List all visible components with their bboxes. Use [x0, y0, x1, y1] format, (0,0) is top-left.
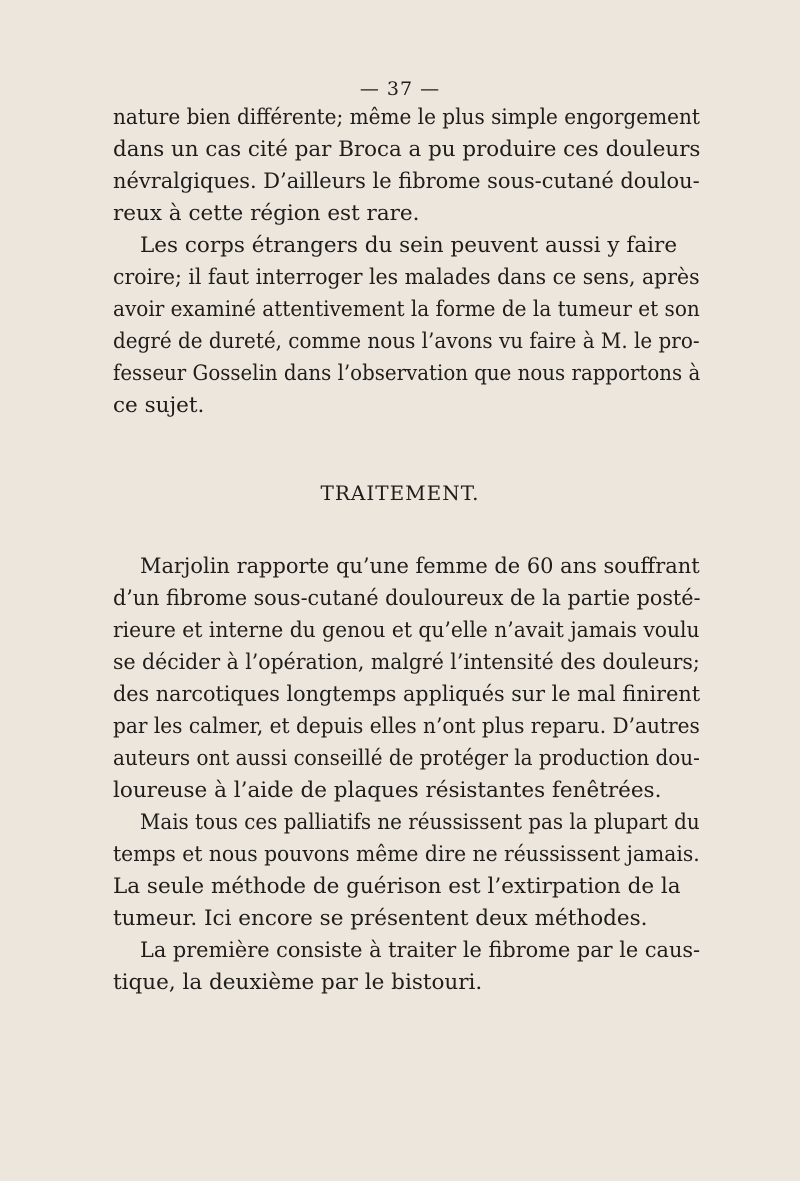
text-line: Marjolin rapporte qu’une femme de 60 ans souffrant [140, 554, 700, 579]
text-line: Les corps étrangers du sein peuvent aussi y faire [140, 233, 678, 258]
page-number: — 37 — [359, 78, 441, 100]
text-line: croire; il faut interroger les malades dans ce sens, après [113, 265, 700, 290]
text-line: degré de dureté, comme nous l’avons vu faire à M. le pro- [113, 329, 700, 354]
text-line: loureuse à l’aide de plaques résistantes fenêtrées. [113, 778, 662, 803]
text-line: se décider à l’opération, malgré l’intensité des douleurs; [113, 650, 700, 675]
text-line: tique, la deuxième par le bistouri. [113, 970, 483, 995]
text-line: ce sujet. [113, 393, 205, 418]
text-line: des narcotiques longtemps appliqués sur le mal finirent [113, 682, 701, 707]
text-line: auteurs ont aussi conseillé de protéger la production dou- [113, 746, 700, 771]
text-line: fesseur Gosselin dans l’observation que nous rapportons à [113, 361, 701, 386]
text-line: par les calmer, et depuis elles n’ont plus reparu. D’autres [113, 714, 700, 739]
section-heading: TRAITEMENT. [320, 481, 480, 505]
text-line: avoir examiné attentivement la forme de la tumeur et son [113, 297, 700, 322]
text-line: névralgiques. D’ailleurs le fibrome sous-cutané doulou- [113, 169, 700, 194]
text-line: Mais tous ces palliatifs ne réussissent pas la plupart du [140, 810, 700, 835]
text-line: La première consiste à traiter le fibrome par le caus- [140, 938, 701, 963]
text-line: d’un fibrome sous-cutané douloureux de la partie posté- [113, 586, 701, 611]
text-line: La seule méthode de guérison est l’extirpation de la [113, 874, 681, 899]
text-line: reux à cette région est rare. [113, 201, 420, 226]
text-line: dans un cas cité par Broca a pu produire ces douleurs [113, 137, 701, 162]
text-line: nature bien différente; même le plus simple engorgement [113, 105, 700, 130]
text-line: rieure et interne du genou et qu’elle n’avait jamais voulu [113, 618, 700, 643]
text-line: temps et nous pouvons même dire ne réussissent jamais. [113, 842, 700, 867]
text-line: tumeur. Ici encore se présentent deux méthodes. [113, 906, 648, 931]
